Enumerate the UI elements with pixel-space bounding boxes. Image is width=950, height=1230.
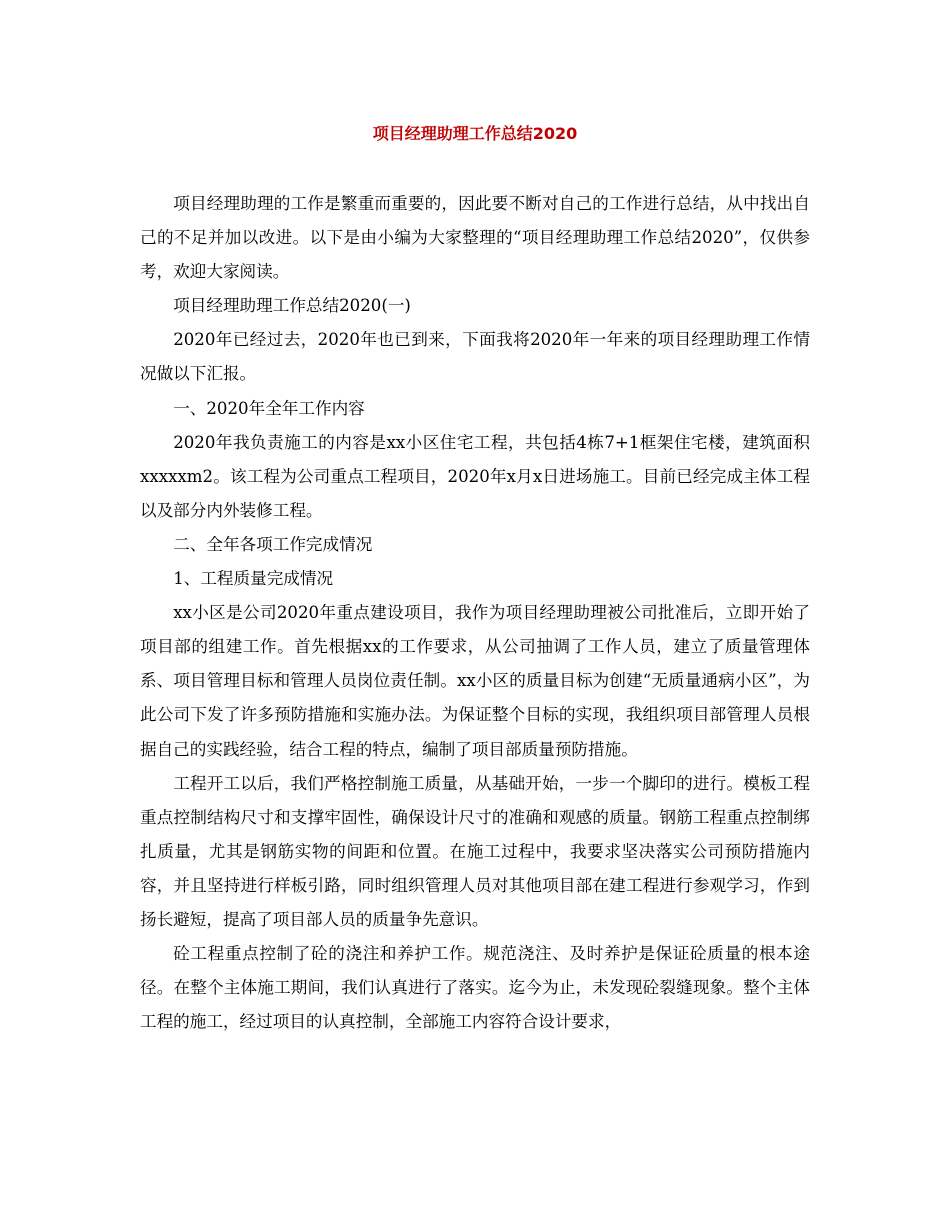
paragraph-concrete: 砼工程重点控制了砼的浇注和养护工作。规范浇注、及时养护是保证砼质量的根本途径。在整个主体施工期间，我们认真进行了落实。迄今为止，未发现砼裂缝现象。整个主体工程的施工，经过项目的认真控制，全部施工内容符合设计要求，	[140, 944, 810, 1032]
document-body	[140, 187, 810, 1039]
paragraph-quality-control: 工程开工以后，我们严格控制施工质量，从基础开始，一步一个脚印的进行。模板工程重点控制结构尺寸和支撑牢固性，确保设计尺寸的准确和观感的质量。钢筋工程重点控制绑扎质量，尤其是钢筋实物的间距和位置。在施工过程中，我要求坚决落实公司预防措施内容，并且坚持进行样板引路，同时组织管理人员对其他项目部在建工程进行参观学习，作到扬长避短，提高了项目部人员的质量争先意识。	[140, 773, 810, 929]
paragraph-report-opening: 2020年已经过去，2020年也已到来，下面我将2020年一年来的项目经理助理工作情况做以下汇报。	[140, 330, 810, 384]
paragraph-work-content: 2020年我负责施工的内容是xx小区住宅工程，共包括4栋7+1框架住宅楼，建筑面积xxxxxm2。该工程为公司重点工程项目，2020年x月x日进场施工。目前已经完成主体工程以及部分内外装修工程。	[140, 432, 810, 520]
paragraph-section-heading: 项目经理助理工作总结2020(一)	[173, 296, 411, 316]
paragraph-quality-system: xx小区是公司2020年重点建设项目，我作为项目经理助理被公司批准后，立即开始了项目部的组建工作。首先根据xx的工作要求，从公司抽调了工作人员，建立了质量管理体系、项目管理目标和管理人员岗位责任制。xx小区的质量目标为创建“无质量通病小区”，为此公司下发了许多预防措施和实施办法。为保证整个目标的实现，我组织项目部管理人员根据自己的实践经验，结合工程的特点，编制了项目部质量预防措施。	[140, 603, 810, 759]
paragraph-heading-quality: 1、工程质量完成情况	[173, 569, 334, 589]
paragraph-intro: 项目经理助理的工作是繁重而重要的，因此要不断对自己的工作进行总结，从中找出自己的不足并加以改进。以下是由小编为大家整理的“项目经理助理工作总结2020”，仅供参考，欢迎大家阅读。	[140, 194, 810, 282]
document-title: 项目经理助理工作总结2020	[372, 124, 578, 143]
paragraph-heading-completion: 二、全年各项工作完成情况	[173, 534, 373, 554]
paragraph-heading-work-content: 一、2020年全年工作内容	[173, 398, 365, 418]
